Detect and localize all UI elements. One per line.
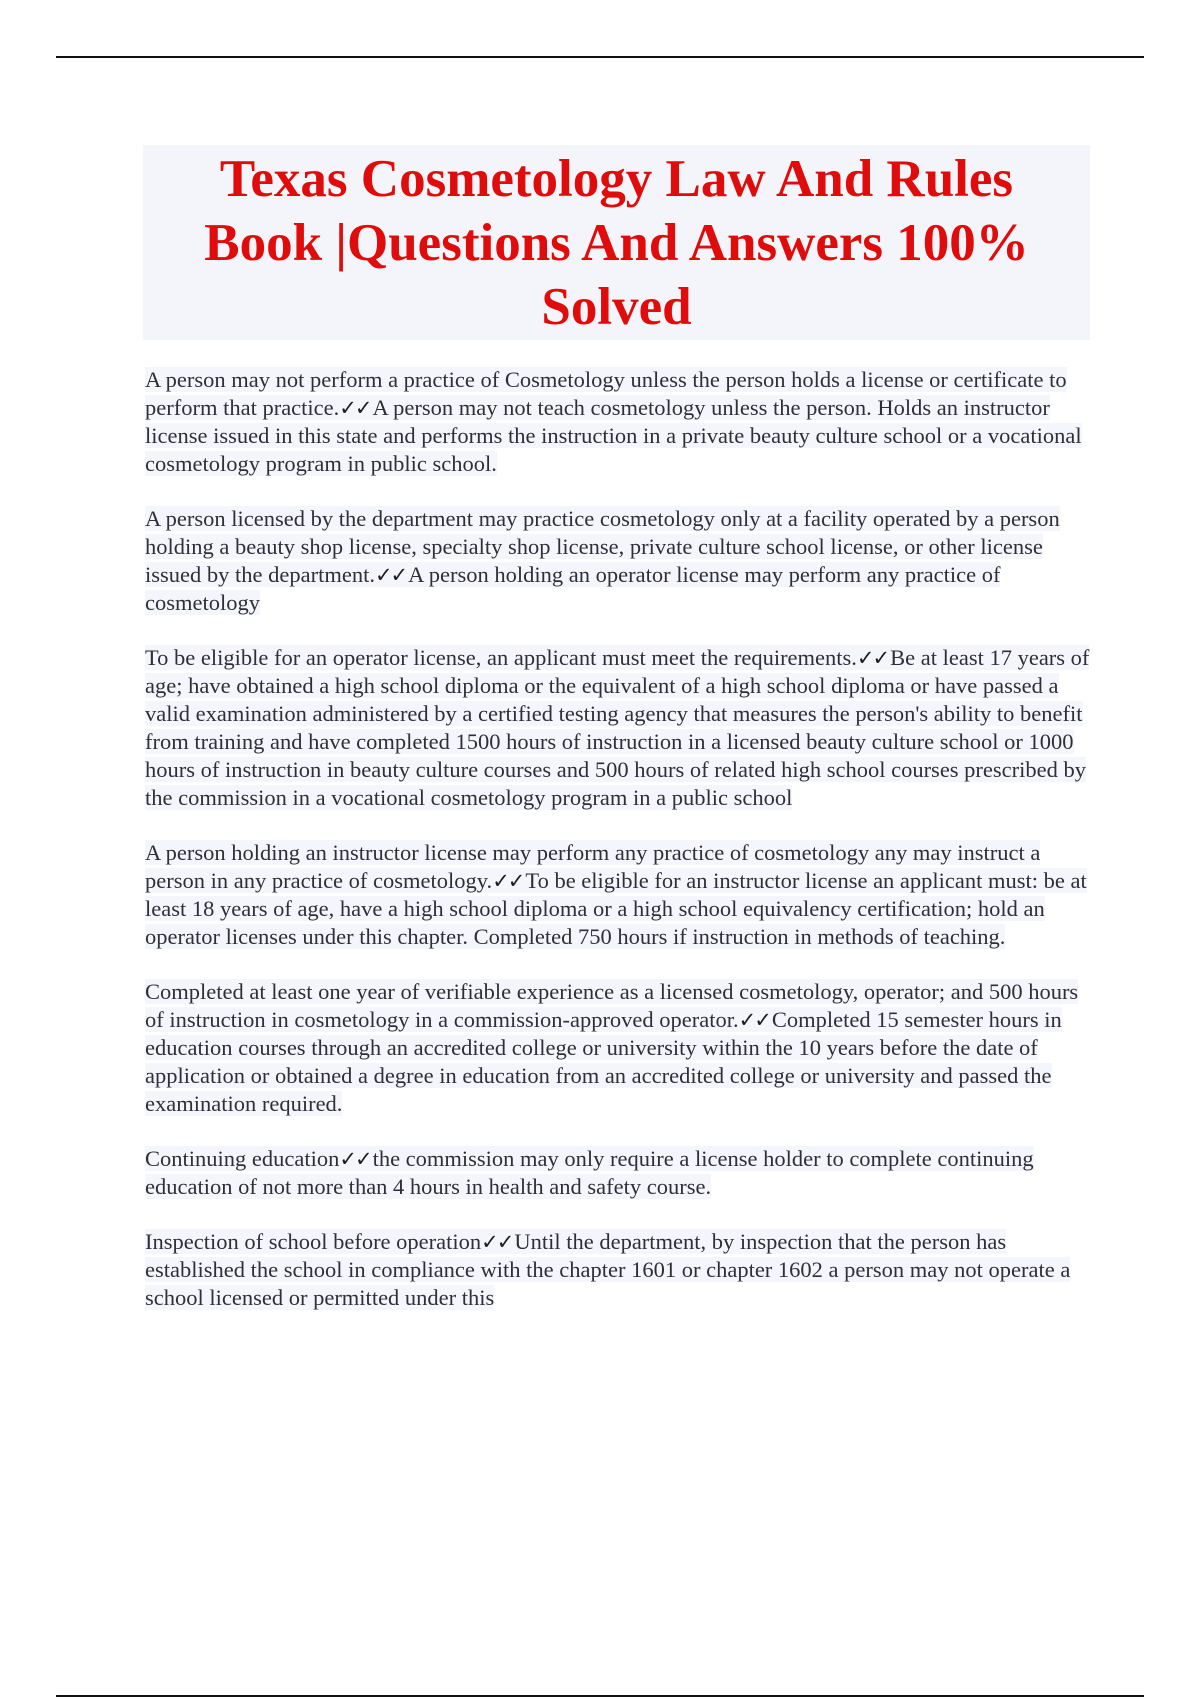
double-check-icon: ✓✓ xyxy=(738,1008,770,1032)
answer-text: To be eligible for an instructor license an applicant must: be at least 18 years of age, have a high school diploma or a high school equivalency certification; hold an operator licenses under this chapter. Completed 750 hours if instruction in methods of teaching. xyxy=(145,868,1087,949)
answer-text: Be at least 17 years of age; have obtained a high school diploma or the equivalent of a high school diploma or have passed a valid examination administered by a certified testing agency that measures the person's ability to benefit from training and have completed 1500 hours of instruction in a licensed beauty culture school or 1000 hours of instruction in beauty culture courses and 500 hours of related high school courses prescribed by the commission in a vocational cosmetology program in a public school xyxy=(145,645,1090,810)
double-check-icon: ✓✓ xyxy=(481,1230,513,1254)
question-text: Inspection of school before operation xyxy=(145,1229,482,1254)
top-rule xyxy=(56,56,1144,58)
double-check-icon: ✓✓ xyxy=(339,396,371,420)
answer-text: A person may not teach cosmetology unless the person. Holds an instructor license issued in this state and performs the instruction in a private beauty culture school or a vocational cosmetology program in public school. xyxy=(145,395,1082,476)
qa-list xyxy=(145,366,1090,1339)
qa-item xyxy=(145,1145,1090,1201)
answer-text: A person holding an operator license may perform any practice of cosmetology xyxy=(145,562,1001,615)
double-check-icon: ✓✓ xyxy=(339,1147,371,1171)
answer-text: Until the department, by inspection that the person has established the school in compliance with the chapter 1601 or chapter 1602 a person may not operate a school licensed or permitted under this xyxy=(145,1229,1071,1310)
answer-text: the commission may only require a license holder to complete continuing education of not more than 4 hours in health and safety course. xyxy=(145,1146,1034,1199)
qa-item xyxy=(145,505,1090,617)
answer-text: Completed 15 semester hours in education courses through an accredited college or university within the 10 years before the date of application or obtained a degree in education from an accredited college or university and passed the examination required. xyxy=(145,1007,1062,1116)
document-title: Texas Cosmetology Law And Rules Book |Questions And Answers 100% Solved xyxy=(204,149,1029,336)
question-text: A person holding an instructor license may perform any practice of cosmetology any may instruct a person in any practice of cosmetology. xyxy=(145,840,1041,893)
bottom-rule xyxy=(56,1695,1144,1697)
qa-item xyxy=(145,839,1090,951)
title-banner xyxy=(143,145,1090,340)
double-check-icon: ✓✓ xyxy=(374,563,407,587)
qa-item xyxy=(145,1228,1090,1312)
question-text: Completed at least one year of verifiable experience as a licensed cosmetology, operator; and 500 hours of instruction in cosmetology in a commission-approved operator. xyxy=(145,979,1079,1032)
double-check-icon: ✓✓ xyxy=(856,646,889,670)
qa-item xyxy=(145,366,1090,478)
question-text: To be eligible for an operator license, an applicant must meet the requirements. xyxy=(145,645,857,670)
qa-item xyxy=(145,644,1090,812)
question-text: A person may not perform a practice of Cosmetology unless the person holds a license or certificate to perform that practice. xyxy=(145,367,1067,420)
double-check-icon: ✓✓ xyxy=(492,869,524,893)
question-text: Continuing education xyxy=(145,1146,340,1171)
qa-item xyxy=(145,978,1090,1118)
question-text: A person licensed by the department may practice cosmetology only at a facility operated by a person holding a beauty shop license, specialty shop license, private culture school license, or other license issued by the department. xyxy=(145,506,1060,587)
